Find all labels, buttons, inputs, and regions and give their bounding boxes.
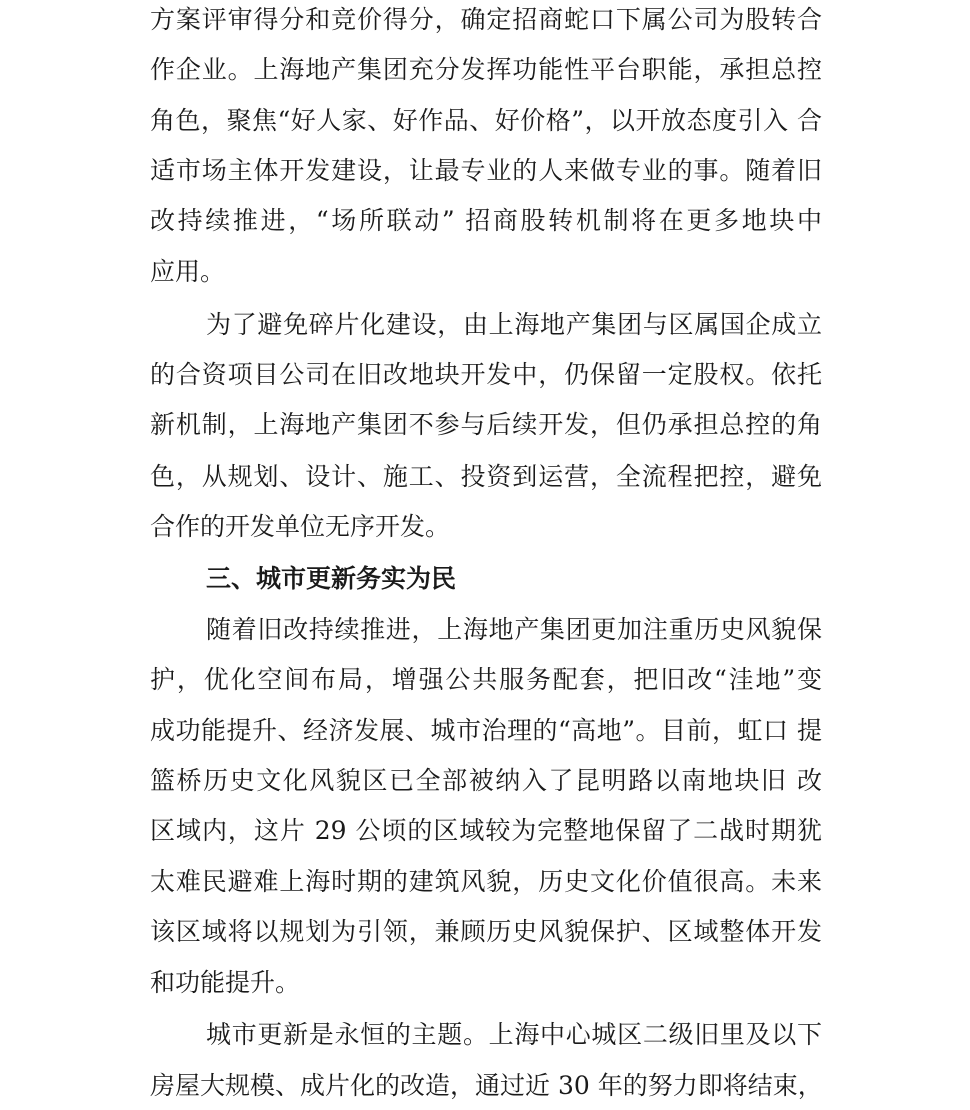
body-text-line: 篮桥历史文化风貌区已全部被纳入了昆明路以南地块旧 改 (150, 766, 822, 795)
body-text-line: 改持续推进，“场所联动” 招商股转机制将在更多地块中 (150, 206, 822, 235)
body-text-line: 太难民避难上海时期的建筑风貌，历史文化价值很高。未来 (150, 867, 822, 896)
paragraph-first-line: 随着旧改持续推进，上海地产集团更加注重历史风貌保 (206, 615, 822, 644)
body-text-line: 方案评审得分和竞价得分，确定招商蛇口下属公司为股转合 (150, 5, 822, 34)
body-text-line: 房屋大规模、成片化的改造，通过近 30 年的努力即将结束， (150, 1071, 823, 1100)
body-text-line: 色，从规划、设计、施工、投资到运营，全流程把控，避免 (150, 462, 822, 491)
section-heading: 三、城市更新务实为民 (206, 564, 457, 593)
body-text-line: 成功能提升、经济发展、城市治理的“高地”。目前，虹口 提 (150, 716, 822, 745)
body-text-line: 新机制，上海地产集团不参与后续开发，但仍承担总控的角 (150, 410, 822, 439)
body-text-line: 作企业。上海地产集团充分发挥功能性平台职能，承担总控 (150, 55, 822, 84)
body-text-line: 合作的开发单位无序开发。 (150, 512, 451, 541)
body-text-line: 的合资项目公司在旧改地块开发中，仍保留一定股权。依托 (150, 360, 822, 389)
body-text-line: 应用。 (150, 257, 226, 286)
paragraph-first-line: 为了避免碎片化建设，由上海地产集团与区属国企成立 (206, 310, 822, 339)
body-text-line: 区域内，这片 29 公顷的区域较为完整地保留了二战时期犹 (150, 816, 822, 845)
body-text-line: 该区域将以规划为引领，兼顾历史风貌保护、区域整体开发 (150, 917, 822, 946)
body-text-line: 护，优化空间布局，增强公共服务配套，把旧改“洼地”变 (150, 665, 822, 694)
body-text-line: 适市场主体开发建设，让最专业的人来做专业的事。随着旧 (150, 156, 822, 185)
body-text-line: 和功能提升。 (150, 968, 301, 997)
paragraph-first-line: 城市更新是永恒的主题。上海中心城区二级旧里及以下 (206, 1020, 822, 1049)
body-text-line: 角色，聚焦“好人家、好作品、好价格”，以开放态度引入 合 (150, 106, 822, 135)
